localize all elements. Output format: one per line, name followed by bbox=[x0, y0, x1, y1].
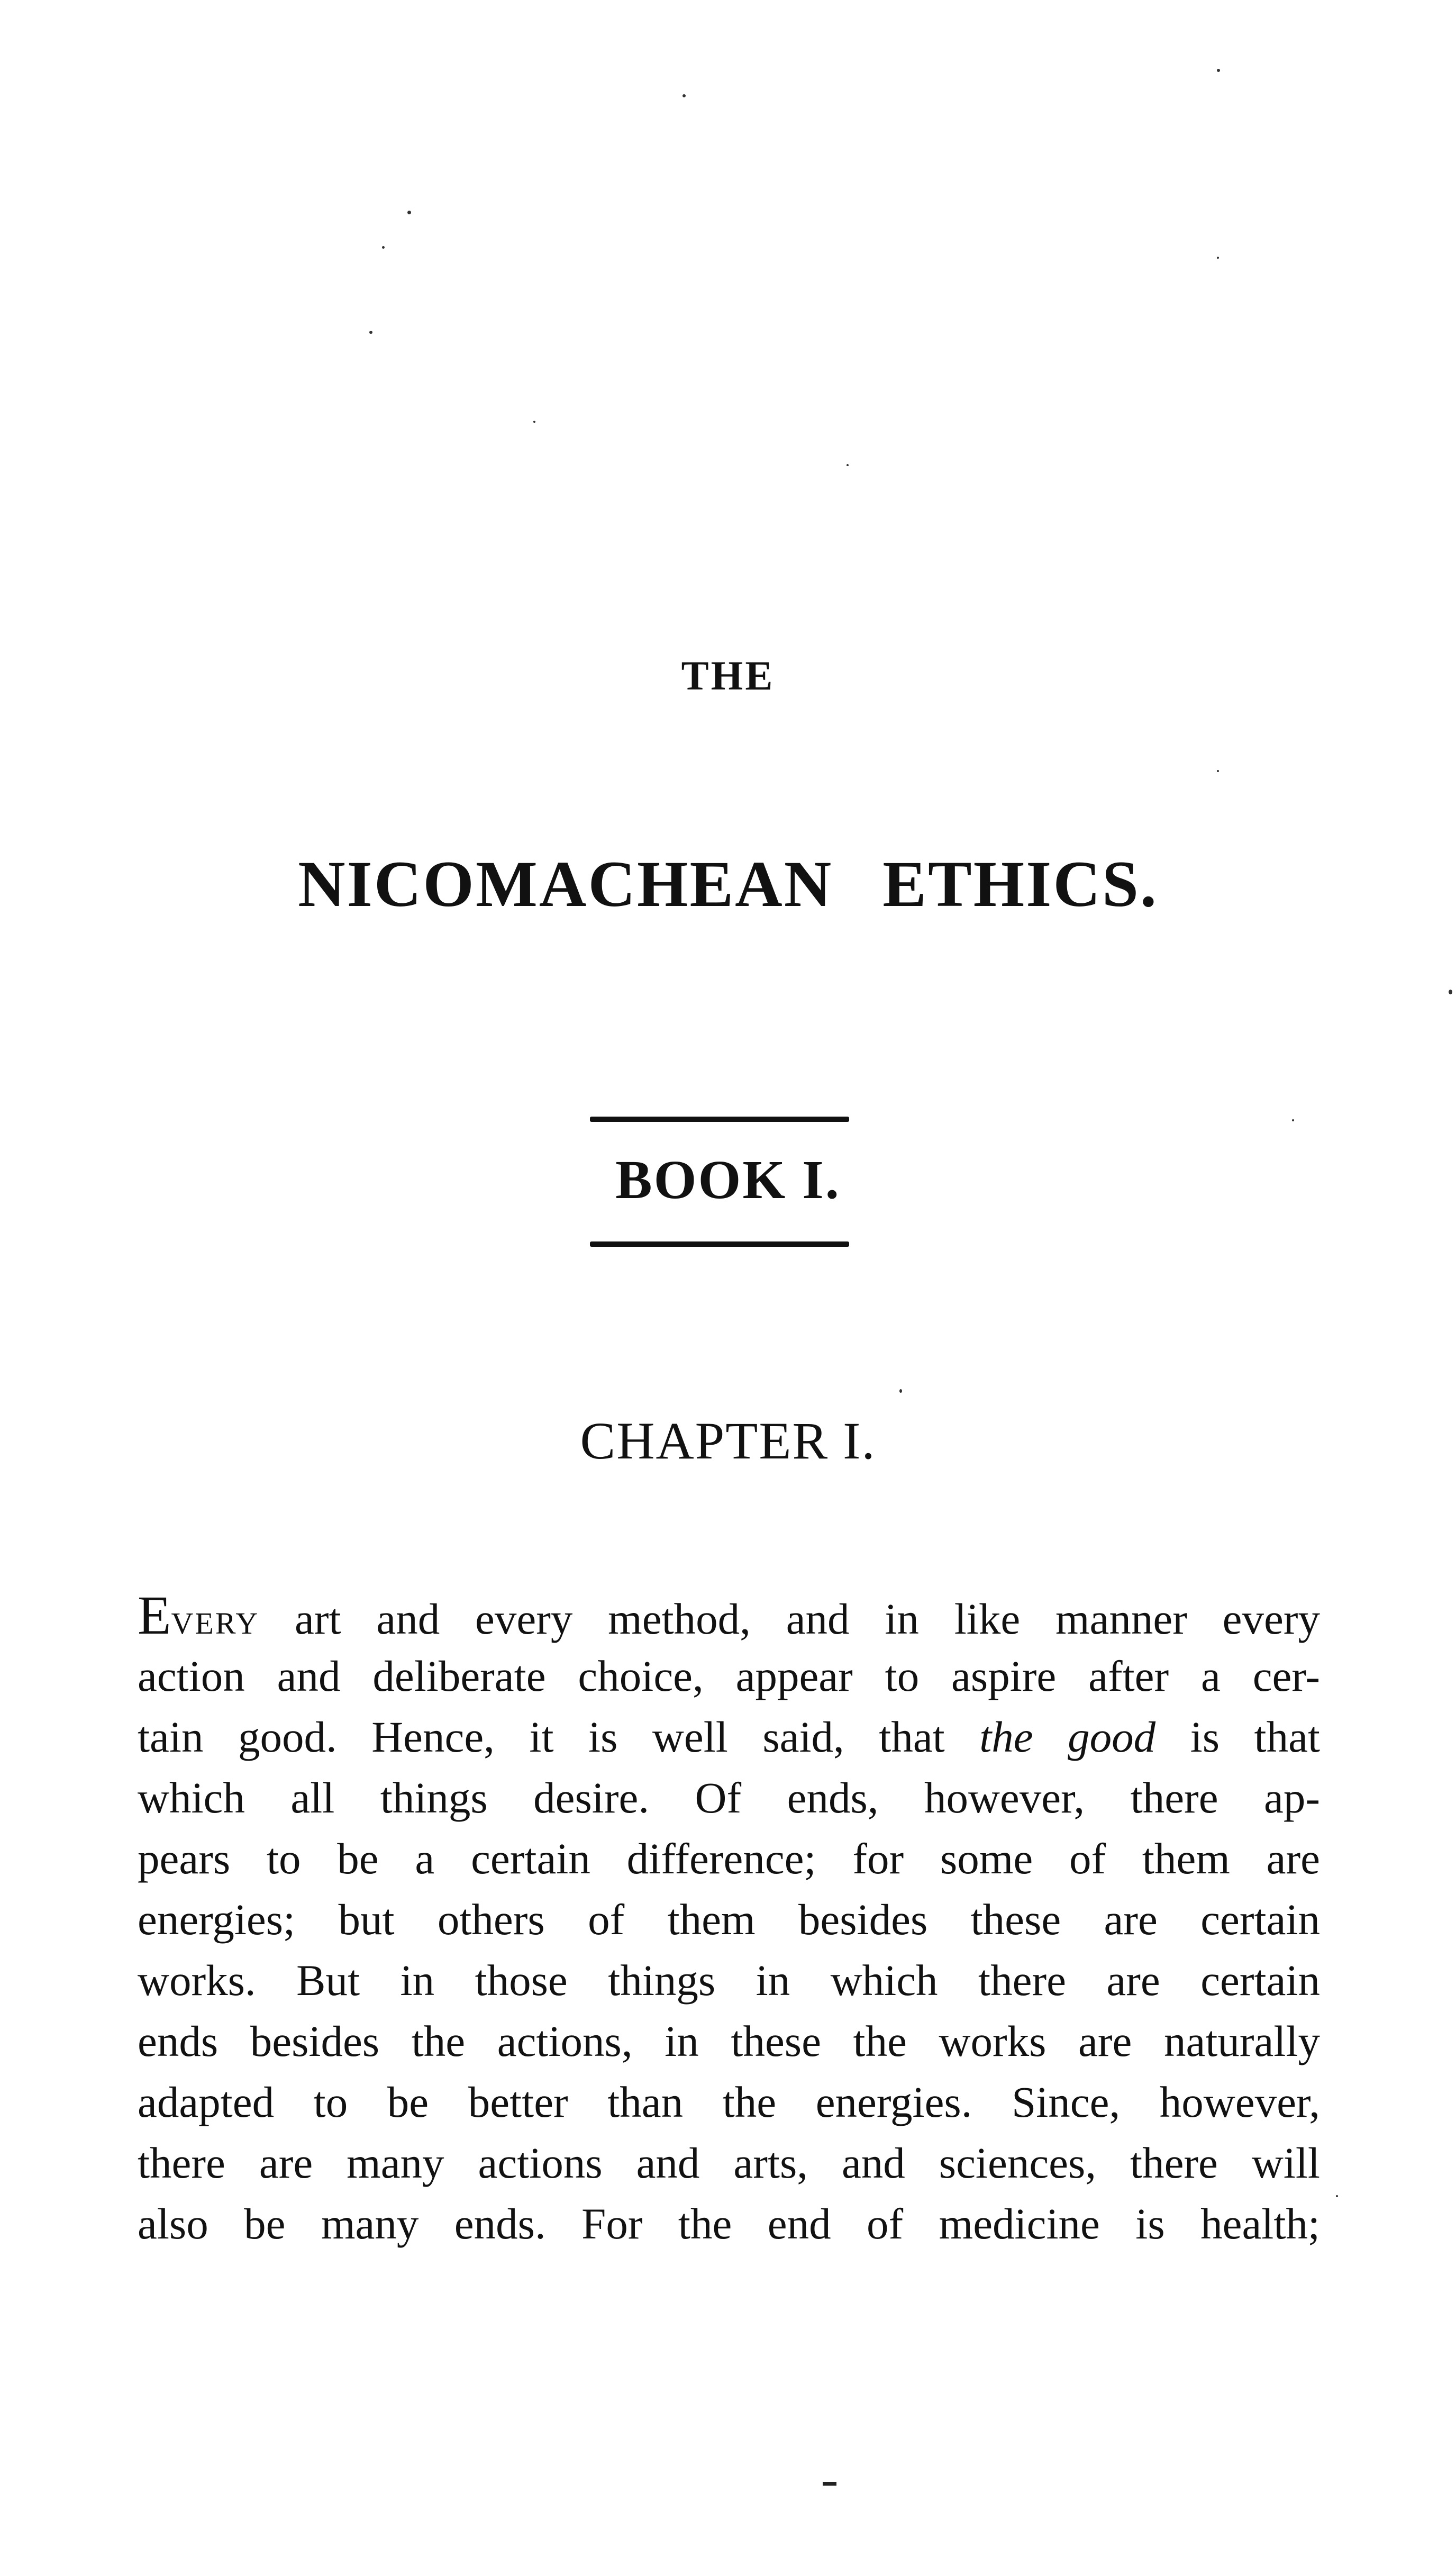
opening-word-rest: very bbox=[171, 1594, 260, 1643]
scan-speck bbox=[369, 331, 372, 334]
body-line-first bbox=[138, 1585, 1320, 1646]
body-line: adapted to be better than the energies. Since, however, bbox=[138, 2078, 1320, 2126]
scan-speck bbox=[1217, 257, 1219, 259]
page-title: NICOMACHEAN ETHICS. bbox=[298, 848, 1158, 920]
scan-speck bbox=[1217, 69, 1220, 72]
body-line: there are many actions and arts, and sciences, there will bbox=[138, 2138, 1320, 2187]
scan-speck bbox=[847, 464, 849, 466]
scan-speck bbox=[382, 246, 385, 249]
body-line: works. But in those things in which there are certain bbox=[138, 1956, 1320, 2005]
body-line: tain good. Hence, it is well said, that the good is that bbox=[138, 1712, 1320, 1761]
scan-speck bbox=[899, 1389, 902, 1393]
pre-title: THE bbox=[681, 652, 775, 699]
scan-speck bbox=[1292, 1119, 1294, 1121]
rule-above-book bbox=[590, 1117, 849, 1122]
chapter-heading: CHAPTER I. bbox=[580, 1411, 876, 1470]
scan-speck bbox=[683, 94, 686, 97]
opening-initial: E bbox=[138, 1585, 171, 1646]
body-line: pears to be a certain difference; for some of them are bbox=[138, 1834, 1320, 1883]
first-line-text: art and every method, and in like manner every bbox=[259, 1594, 1320, 1643]
scan-speck bbox=[407, 211, 411, 214]
chapter-body bbox=[138, 1585, 1320, 2254]
page-footer-dash bbox=[823, 2482, 836, 2486]
scan-speck bbox=[1336, 2195, 1338, 2197]
body-line: ends besides the actions, in these the works are naturally bbox=[138, 2017, 1320, 2065]
body-line: action and deliberate choice, appear to aspire after a cer- bbox=[138, 1652, 1320, 1700]
body-line: which all things desire. Of ends, however, there ap- bbox=[138, 1773, 1320, 1822]
scan-speck bbox=[1449, 990, 1452, 994]
emphasis-the-good: the good bbox=[979, 1712, 1156, 1761]
body-line: energies; but others of them besides these are certain bbox=[138, 1895, 1320, 1944]
scan-speck bbox=[1217, 770, 1219, 772]
book-heading: BOOK I. bbox=[615, 1149, 841, 1210]
body-line: also be many ends. For the end of medicine is health; bbox=[138, 2199, 1320, 2248]
rule-below-book bbox=[590, 1241, 849, 1247]
scan-speck bbox=[533, 421, 535, 423]
